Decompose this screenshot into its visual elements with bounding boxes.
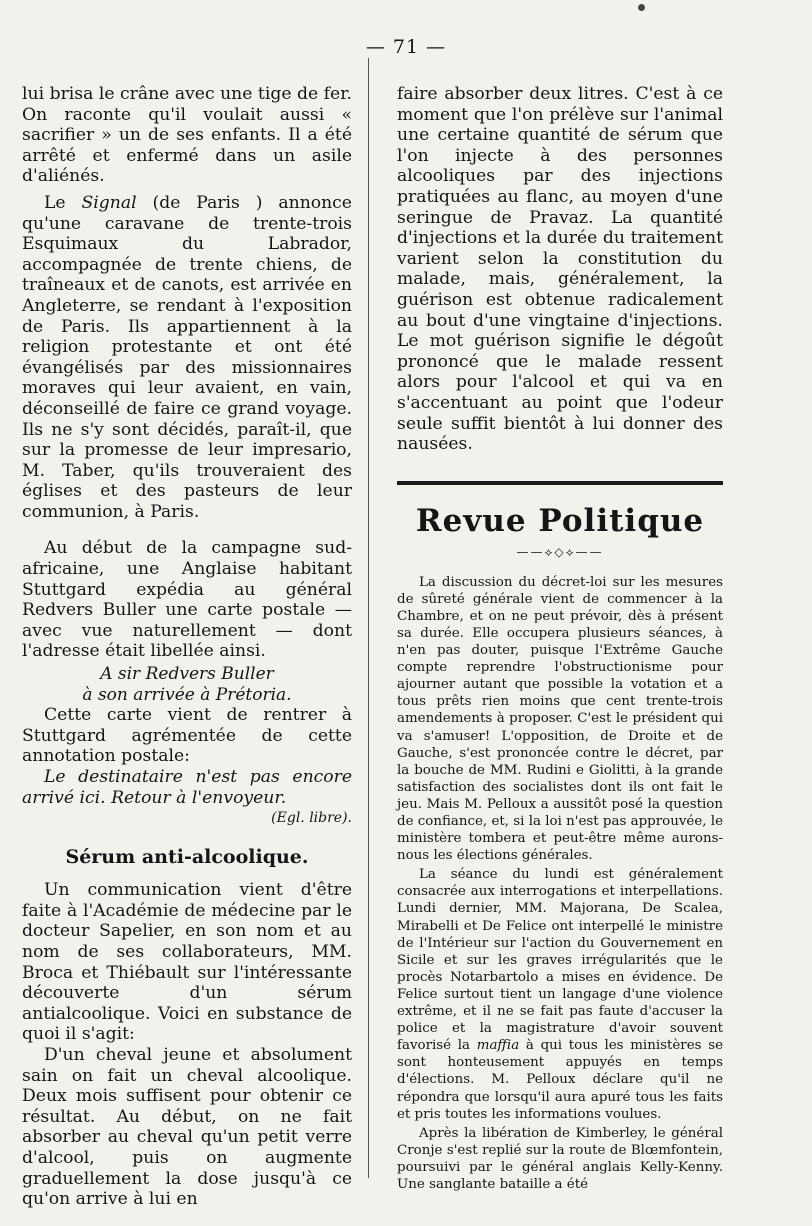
ornament-divider: ——⟡◇⟡—— [516,544,604,559]
address-line-2: à son arrivée à Prétoria. [82,684,292,705]
section-rule [397,481,723,485]
signal-paragraph: Le Signal (de Paris ) annonce qu'une caravane de trente-trois Esquimaux du Labrador, accompagnée de trente chiens, de traîneaux et de canots, est arrivée en Angleterre, se rendant à l'exposition de Paris. Ils appartiennent à la religion protestante et ont été évangélisés par des missionnaires moraves qui leur avaient, en vain, déconseillé de faire ce grand voyage. Ils ne s'y sont décidés, paraît-il, que sur la promesse de leur impresario, M. Taber, qu'ils trouveraient des églises et des pasteurs de leur communion, à Paris. [22,192,352,522]
postcard-address [22,664,352,705]
campaign-paragraph: Au début de la campagne sud-africaine, une Anglaise habitant Stuttgard expédia au général Redvers Buller une carte postale — avec vue naturellement — dont l'adresse était libellée ainsi. [22,538,352,662]
revue-politique-title: Revue Politique [415,502,705,539]
page-number: — 71 — [365,36,447,58]
revue-paragraph-3: Après la libération de Kimberley, le général Cronje s'est replié sur la route de Blœmfontein, poursuivi par le général anglais Kelly-Kenny. Une sanglante bataille a été [397,1125,723,1192]
serum-heading: Sérum anti-alcoolique. [65,846,309,869]
right-column [397,84,723,1193]
address-line-1: A sir Redvers Buller [100,664,274,685]
revue-body [397,574,723,1193]
ink-spot [638,4,645,11]
serum-paragraph-1: Un communication vient d'être faite à l'Académie de médecine par le docteur Sapelier, en son nom et au nom de ses collaborateurs, MM. Broca et Thiébault sur l'intéressante découverte d'un sérum antialcoolique. Voici en substance de quoi il s'agit: [22,880,352,1045]
signal-name: Signal [81,192,137,213]
serum-continuation: faire absorber deux litres. C'est à ce moment que l'on prélève sur l'animal une certaine quantité de sérum que l'on injecte à des personnes alcooliques par des injections pratiquées au flanc, au moyen d'une seringue de Pravaz. La quantité d'injections et la durée du traitement varient selon la constitution du malade, mais, généralement, la guérison est obtenue radicalement au bout d'une vingtaine d'injections. Le mot guérison signifie le dégoût prononcé que le malade ressent alors pour l'alcool et qui va en s'accentuant au point que l'odeur seule suffit bientôt à lui donner des nausées. [397,84,723,455]
card-return-paragraph: Cette carte vient de rentrer à Stuttgard agrémentée de cette annotation postale: [22,705,352,767]
source-citation: (Egl. libre). [271,810,352,827]
maffia-word: maffia [476,1038,520,1054]
left-column [22,84,352,1210]
serum-paragraph-2: D'un cheval jeune et absolument sain on fait un cheval alcoolique. Deux mois suffisent pour obtenir ce résultat. Au début, on ne fait absorber au cheval qu'un petit verre d'alcool, puis on augmente graduellement la dose jusqu'à ce qu'on arrive à lui en [22,1044,352,1210]
postal-annotation: Le destinataire n'est pas encore arrivé ici. Retour à l'envoyeur. [22,767,352,808]
revue-paragraph-2: La séance du lundi est généralement consacrée aux interrogations et interpellations. Lundi dernier, MM. Majorana, De Scalea, Mirabelli et De Felice ont interpellé le ministre de l'Intérieur sur l'action du Gouvernement en Sicile et sur les graves irrégularités que le procès Notarbartolo a mises en évidence. De Felice surtout tient un langage d'une violence extrême, et il ne se fait pas faute d'accuser la police et la magistrature d'avoir souvent favorisé la maffia à qui tous les ministères se sont honteusement appuyés en temps d'élections. M. Pelloux déclare qu'il ne répondra que lorsqu'il aura apuré tous les faits et pris toutes les informations voulues. [397,867,724,1122]
revue-paragraph-1: La discussion du décret-loi sur les mesures de sûreté générale vient de commencer à la Chambre, et on ne peut prévoir, dès à présent sa durée. Elle occupera plusieurs séances, à n'en pas douter, puisque l'Extrême Gauche compte reprendre l'obstructionisme pour ajourner autant que possible la votation et a tous prêts rien moins que cent trente-trois amendements à proposer. C'est le président qui va s'amuser! L'opposition, de Droite et de Gauche, s'est prononcée contre le décret, par la bouche de MM. Rudini e Giolitti, à la grande satisfaction des socialistes dont ils ont fait le jeu. Mais M. Pelloux a aussitôt posé la question de confiance, et, si la loi n'est pas approuvée, le ministère tombera et peut-être même aurons-nous les élections générales. [397,574,723,864]
column-divider [368,58,369,1178]
intro-paragraph: lui brisa le crâne avec une tige de fer. On raconte qu'il voulait aussi « sacrifier » un de ses enfants. Il a été arrêté et enfermé dans un asile d'aliénés. [22,84,352,187]
